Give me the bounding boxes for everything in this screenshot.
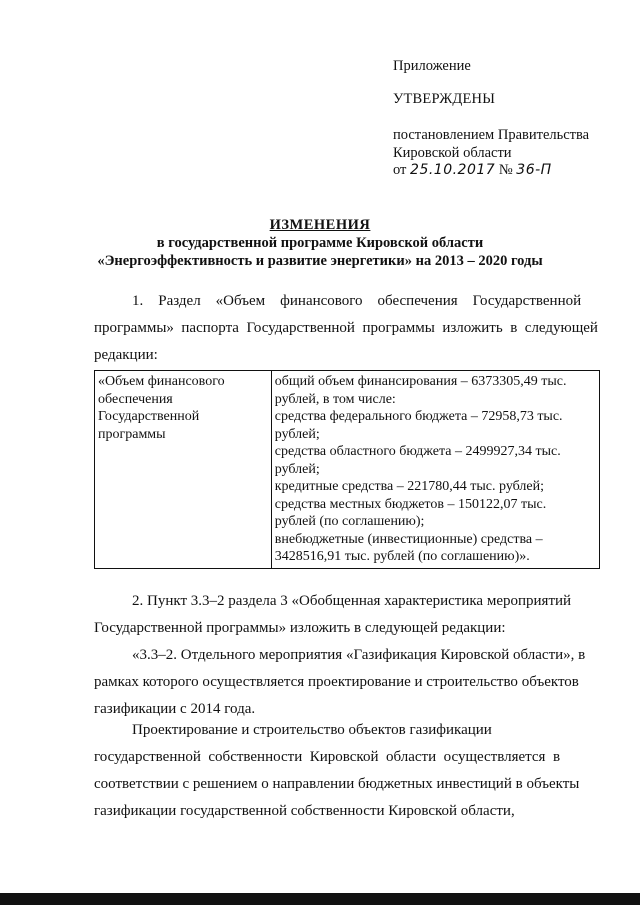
table-row — [95, 371, 600, 569]
date-prefix: от — [393, 162, 407, 178]
word: Кировской — [388, 803, 458, 819]
value-line: рублей; — [274, 426, 320, 442]
quote-p1-line-3: газификации с 2014 года. — [94, 701, 256, 717]
approval-date-line — [393, 162, 552, 179]
table-cell-label — [95, 371, 272, 569]
title-heading: ИЗМЕНЕНИЯ — [269, 217, 371, 233]
resolution-line-2: Кировской области — [393, 145, 512, 161]
word: области, — [460, 803, 515, 819]
resolution-line-1: постановлением Правительства — [393, 127, 590, 143]
item-1-paragraph — [94, 288, 600, 369]
value-line: средства областного бюджета – 2499927,34 тыс. — [274, 444, 561, 459]
word: Проектирование — [132, 722, 238, 738]
word: 3.3–2 — [190, 593, 225, 609]
word: газификации — [94, 803, 177, 819]
word: и — [414, 674, 423, 690]
value-line: внебюджетные (инвестиционные) средства – — [274, 531, 543, 547]
label-line: программы — [98, 426, 166, 442]
label-line: Государственной — [98, 409, 200, 424]
quote-paragraph-1 — [94, 642, 600, 723]
value-line: рублей (по соглашению); — [274, 514, 425, 529]
number-sign: № — [498, 162, 513, 178]
word: которого — [142, 674, 199, 690]
quote-p1-line-1: «3.3–2. Отдельного мероприятия «Газификация Кировской области», в — [132, 647, 586, 663]
word: Пункт — [147, 593, 188, 609]
word: и — [241, 722, 250, 738]
passport-table — [94, 370, 600, 569]
label-line: «Объем финансового — [98, 374, 225, 389]
word: «Обобщенная — [291, 593, 381, 609]
quote-p1-line-2 — [94, 669, 600, 696]
word: рамках — [94, 674, 139, 690]
title-line-2: в государственной программе Кировской области — [156, 235, 484, 251]
word: газификации — [409, 722, 492, 738]
handwritten-date: 25.10.2017 — [410, 162, 496, 178]
word: 2. — [132, 593, 144, 609]
item-1-line-1: 1. Раздел «Объем финансового обеспечения Государственной — [132, 293, 582, 309]
quote-p2-line-3: соответствии с решением о направлении бюджетных инвестиций в объекты — [94, 776, 580, 792]
quote-p2-line-1 — [94, 717, 600, 744]
value-line: рублей, в том числе: — [274, 391, 396, 407]
value-line: средства местных бюджетов – 150122,07 тыс. — [274, 496, 547, 512]
item-2-line-2: Государственной программы» изложить в следующей редакции: — [94, 620, 506, 636]
word: строительство — [253, 722, 345, 738]
scan-bottom-edge — [0, 893, 640, 905]
word: объектов — [521, 674, 579, 690]
item-1-line-2: программы» паспорта Государственной программы изложить в следующей — [94, 320, 598, 336]
value-line: средства федерального бюджета – 72958,73 тыс. — [274, 409, 563, 424]
value-line: общий объем финансирования – 6373305,49 тыс. — [274, 374, 567, 389]
value-line: рублей; — [274, 461, 320, 477]
document-title — [0, 216, 640, 270]
quote-paragraph-2 — [94, 717, 600, 825]
word: строительство — [426, 674, 518, 690]
label-line: обеспечения — [98, 391, 173, 407]
quote-p2-line-4 — [94, 798, 600, 825]
appendix-label: Приложение — [393, 58, 471, 74]
value-line: 3428516,91 тыс. рублей (по соглашению)». — [274, 549, 530, 564]
word: государственной — [180, 803, 287, 819]
title-line-3: «Энергоэффективность и развитие энергетики» на 2013 – 2020 годы — [97, 253, 543, 269]
word: мероприятий — [486, 593, 572, 609]
word: объектов — [348, 722, 406, 738]
word: проектирование — [307, 674, 411, 690]
item-2-line-1 — [94, 588, 600, 615]
item-2-paragraph — [94, 588, 600, 642]
word: характеристика — [384, 593, 484, 609]
handwritten-number: 36-П — [516, 162, 552, 178]
table-cell-value — [271, 371, 599, 569]
word: собственности — [290, 803, 385, 819]
item-1-line-3: редакции: — [94, 347, 158, 363]
word: 3 — [280, 593, 288, 609]
value-line: кредитные средства – 221780,44 тыс. рублей; — [274, 479, 544, 494]
quote-p2-line-2: государственной собственности Кировской области осуществляется в — [94, 749, 561, 765]
word: осуществляется — [202, 674, 305, 690]
approved-label: УТВЕРЖДЕНЫ — [393, 91, 496, 107]
word: раздела — [228, 593, 277, 609]
